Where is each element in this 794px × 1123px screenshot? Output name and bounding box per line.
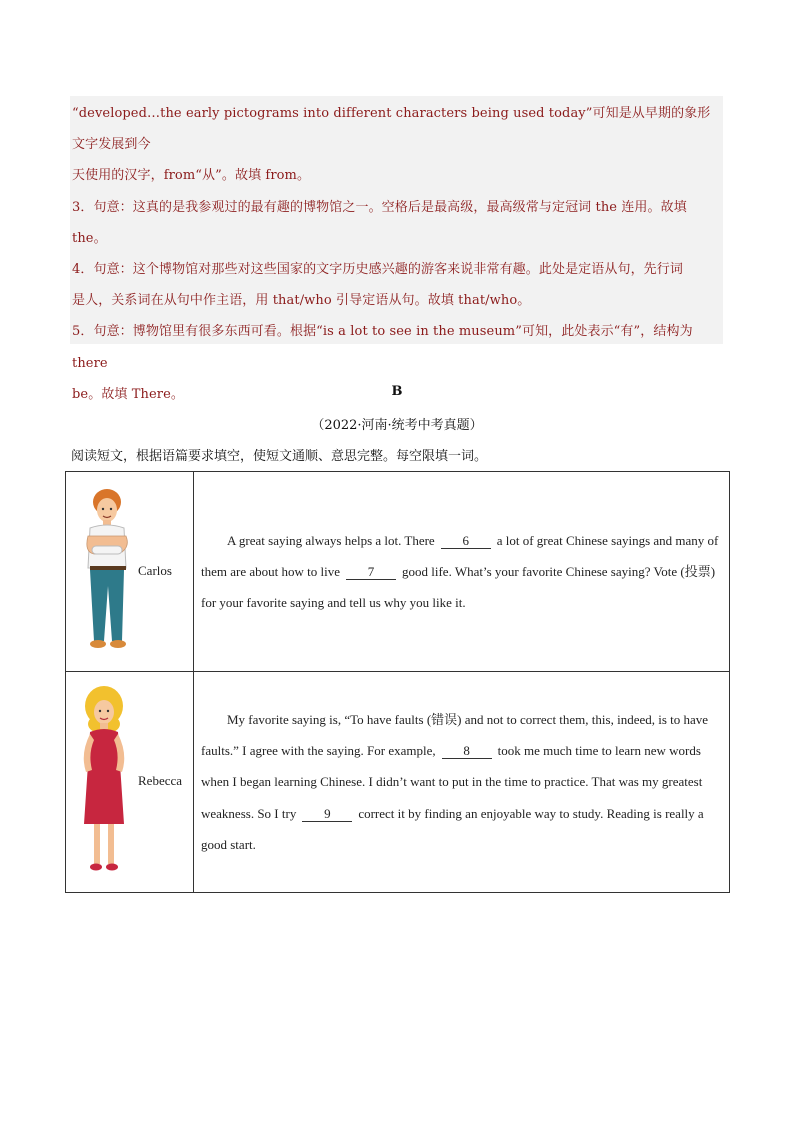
- carlos-passage: A great saying always helps a lot. There 6 a lot of great Chinese sayings and many of them are about how to live 7 good life. What’s your favorite Chinese saying? Vote (投票) for your favorite saying and tell us why you like it.: [194, 472, 730, 672]
- answer-line: the。: [72, 230, 107, 246]
- rebecca-passage: My favorite saying is, “To have faults (错误) and not to correct them, this, indeed, is to have faults.” I agree with the saying. For example, 8 took me much time to learn new words when I began learning Chinese. I didn’t want to put in the time to practice. That was my greatest weakness. So I try 9 correct it by finding an enjoyable way to study. Reading is really a good start.: [194, 672, 730, 893]
- answer-explanations: [70, 96, 723, 402]
- person-name: Rebecca: [138, 773, 183, 788]
- person-cell-rebecca: [66, 672, 194, 893]
- question-source: （2022·河南·统考中考真题）: [311, 418, 483, 433]
- answer-line: 4．句意：这个博物馆对那些对这些国家的文字历史感兴趣的游客来说非常有趣。此处是定语从句，先行词: [72, 262, 683, 278]
- answer-line: 是人，关系词在从句中作主语，用 that/who 引导定语从句。故填 that/who。: [72, 293, 531, 309]
- person-cell-carlos: [66, 472, 194, 672]
- blank-7[interactable]: 7: [346, 564, 396, 580]
- answer-line: 天使用的汉字，from“从”。故填 from。: [72, 168, 311, 184]
- blank-6[interactable]: 6: [441, 533, 491, 549]
- section-heading: B: [391, 384, 403, 399]
- answer-line: 5．句意：博物馆里有很多东西可看。根据“is a lot to see in the museum”可知，此处表示“有”，结构为 there: [72, 324, 693, 371]
- answer-line: “developed…the early pictograms into different characters being used today”可知是从早期的象形文字发展到今: [72, 106, 711, 153]
- table-row: [66, 672, 730, 893]
- answer-line: 3．句意：这真的是我参观过的最有趣的博物馆之一。空格后是最高级，最高级常与定冠词 the 连用。故填: [72, 199, 687, 215]
- passage-table: [65, 471, 730, 893]
- rebecca-illustration: [74, 684, 134, 878]
- table-row: [66, 472, 730, 672]
- answer-line: be。故填 There。: [72, 386, 184, 402]
- carlos-illustration: [78, 486, 136, 656]
- instructions: 阅读短文，根据语篇要求填空，使短文通顺、意思完整。每空限填一词。: [71, 449, 488, 464]
- person-name: Carlos: [138, 563, 172, 578]
- blank-9[interactable]: 9: [302, 806, 352, 822]
- blank-8[interactable]: 8: [442, 743, 492, 759]
